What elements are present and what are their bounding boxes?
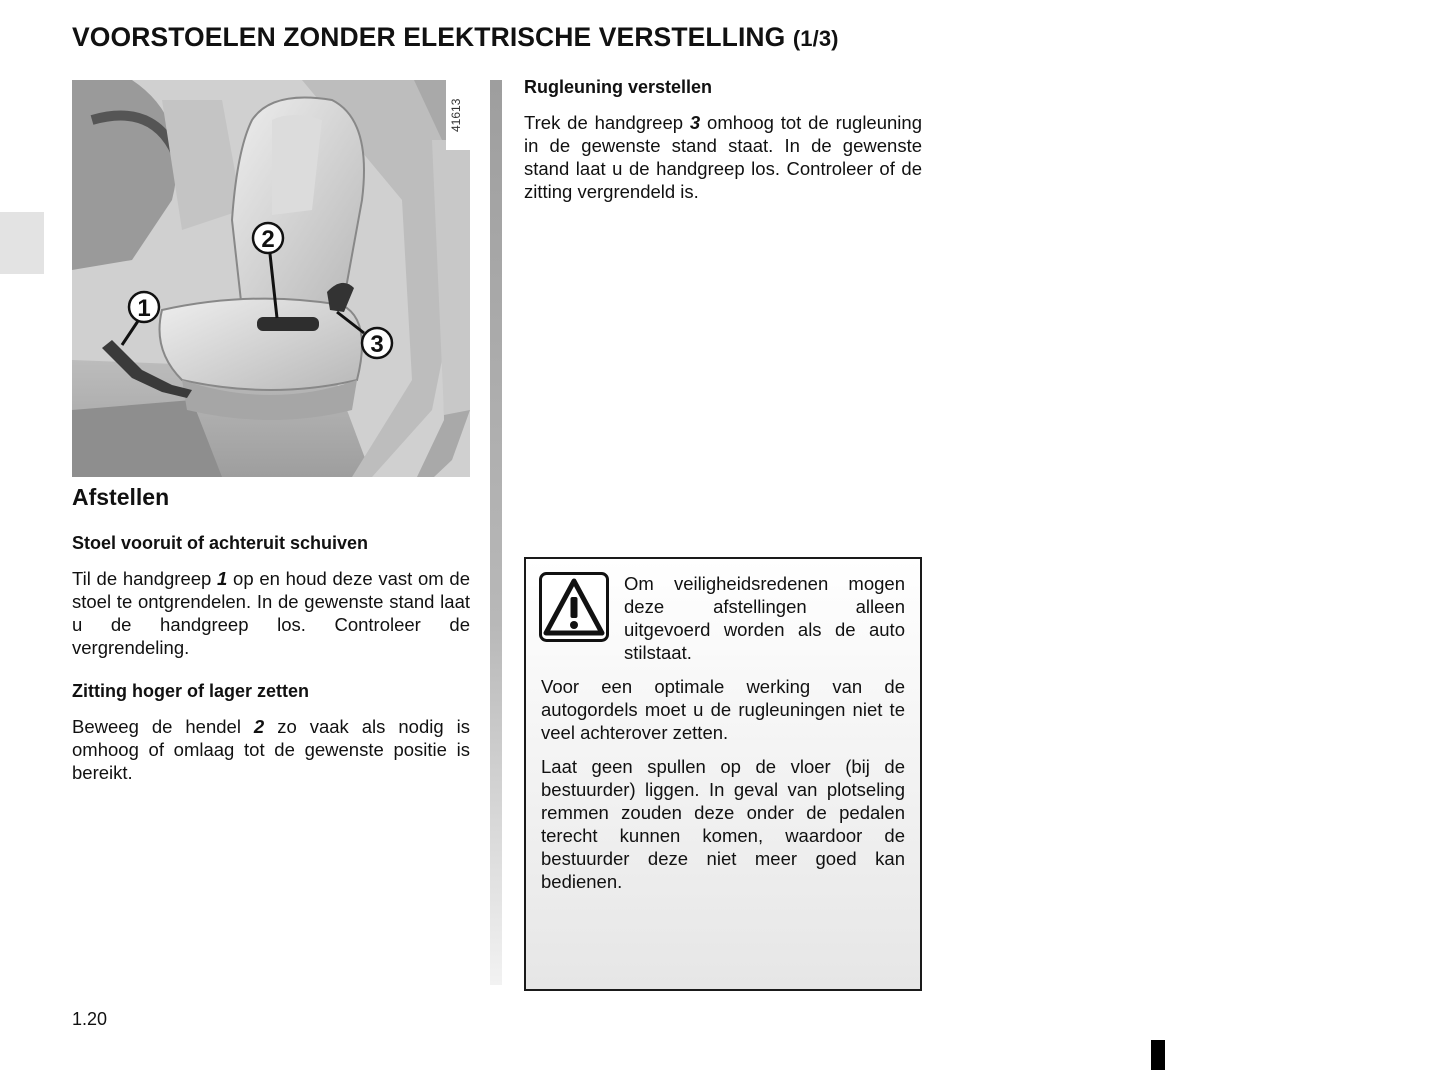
warning-text-1: Om veiligheidsredenen mogen deze afstellingen alleen uitgevoerd worden als de auto stilstaat. xyxy=(624,573,905,663)
column-divider xyxy=(490,80,502,985)
page-corner-mark xyxy=(1151,1040,1165,1070)
seat-height-title: Zitting hoger of lager zetten xyxy=(72,681,309,701)
seat-slide-text: Til de handgreep 1 op en houd deze vast om de stoel te ontgrendelen. In de gewenste stand laat u de handgreep los. Controleer de vergrendeling. xyxy=(72,568,470,658)
seat-slide-title: Stoel vooruit of achteruit schuiven xyxy=(72,533,369,553)
seat-height-text: Beweeg de hendel 2 zo vaak als nodig is omhoog of omlaag tot de gewenste positie is bereikt. xyxy=(72,716,470,783)
warning-triangle-icon xyxy=(539,572,609,642)
callout-3: 3 xyxy=(370,331,384,358)
seat-illustration xyxy=(72,80,470,477)
page-title-main: VOORSTOELEN ZONDER ELEKTRISCHE VERSTELLING xyxy=(72,22,786,52)
warning-text-2: Voor een optimale werking van de autogordels moet u de rugleuningen niet te veel achterover zetten. xyxy=(541,676,905,743)
page-title-part: (1/3) xyxy=(792,26,839,51)
page-title xyxy=(72,22,839,53)
warning-box xyxy=(524,557,922,991)
warning-text-3: Laat geen spullen op de vloer (bij de bestuurder) liggen. In geval van plotseling remmen zouden deze onder de pedalen terecht kunnen komen, waardoor de bestuurder deze niet meer goed kan bedienen. xyxy=(541,756,905,892)
callout-1: 1 xyxy=(137,295,151,322)
backrest-title: Rugleuning verstellen xyxy=(524,77,713,97)
section-heading: Afstellen xyxy=(72,484,170,510)
chapter-tab xyxy=(0,212,44,274)
figure-ref-code: 41613 xyxy=(449,98,463,132)
backrest-text: Trek de handgreep 3 omhoog tot de rugleuning in de gewenste stand staat. In de gewenste stand laat u de handgreep los. Controleer of de zitting vergrendeld is. xyxy=(524,112,922,202)
page-number: 1.20 xyxy=(72,1009,108,1029)
callout-2: 2 xyxy=(261,226,275,253)
